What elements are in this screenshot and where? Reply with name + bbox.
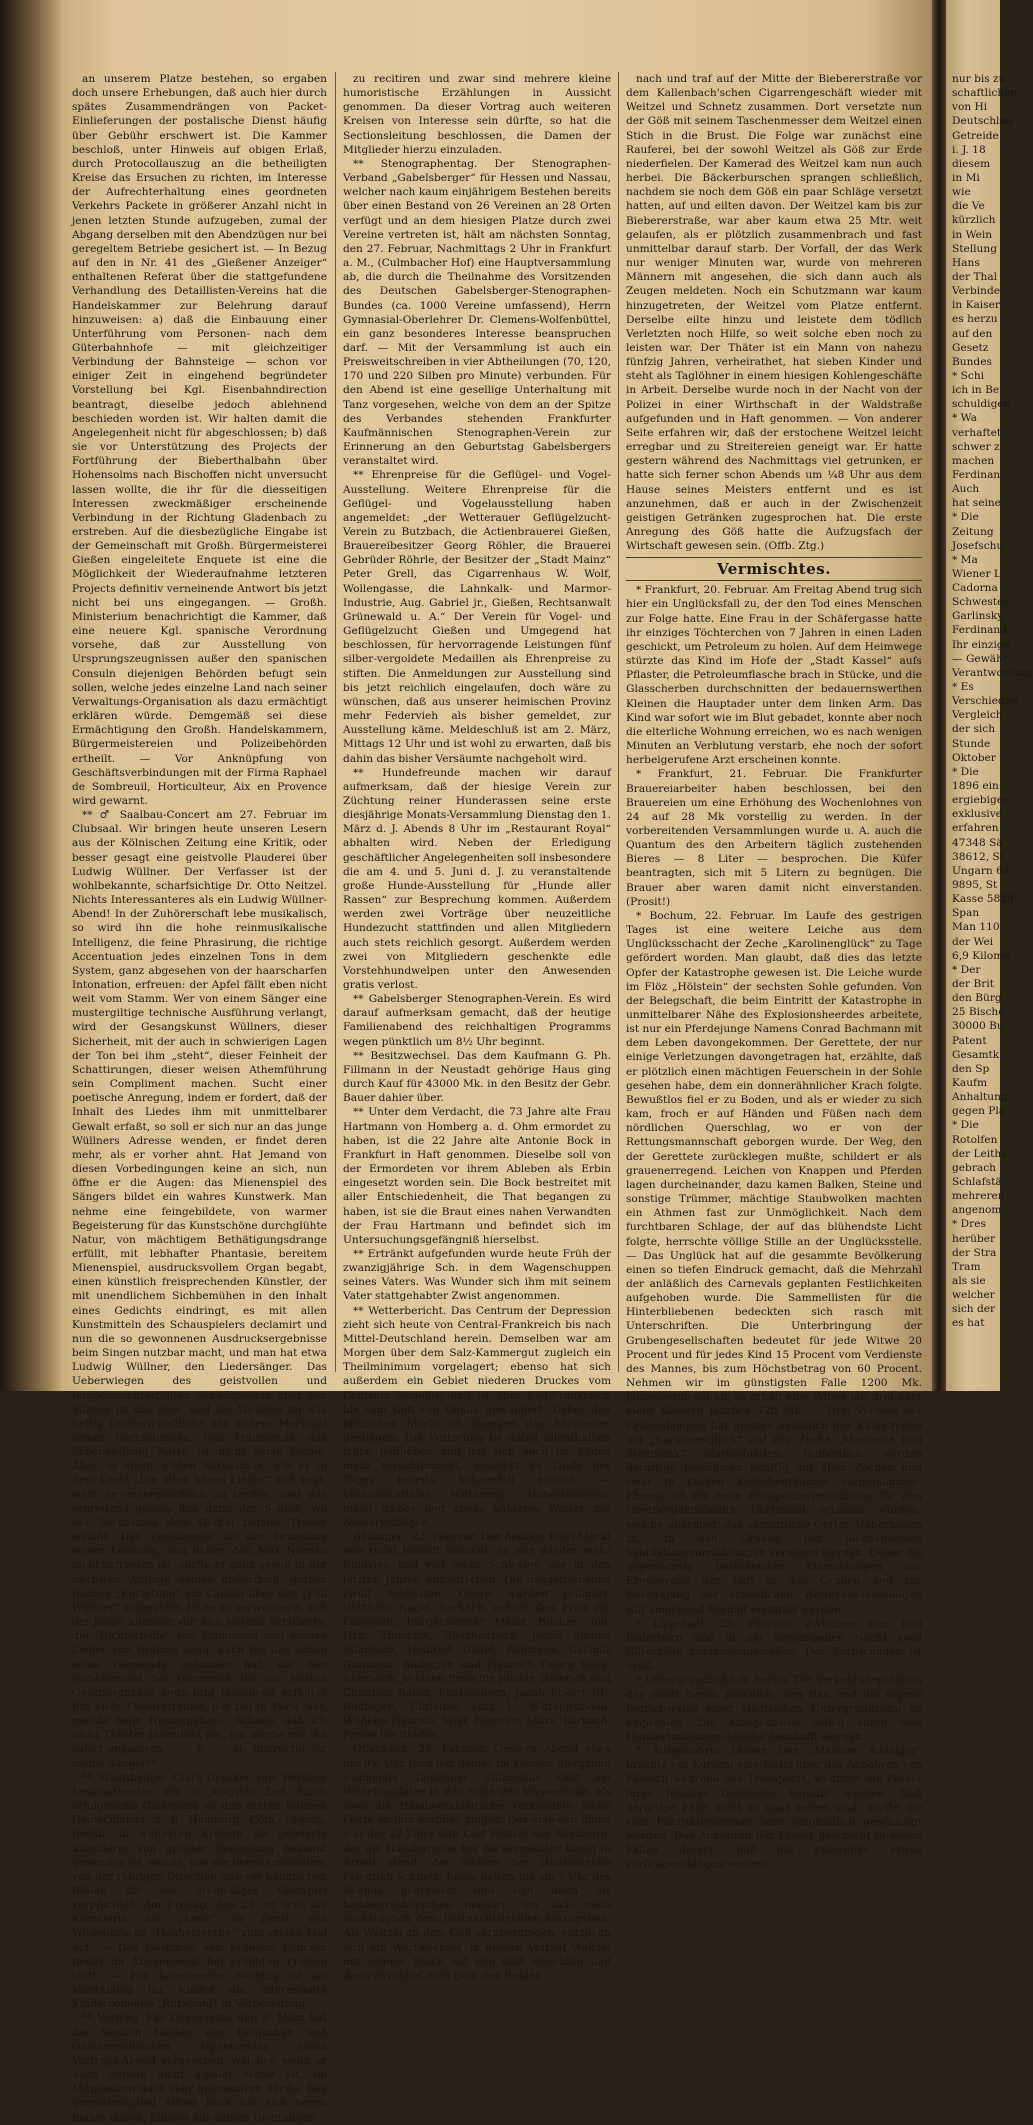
facing-page-line: Wiener L bbox=[952, 567, 1001, 580]
article-paragraph: zu recitiren und zwar sind mehrere kleine humoristische Erzählungen in Aussicht genommen. Da dieser Vortrag auch weiteren Kreisen von Interesse sein dürfte, so hat die Sectionsleitung beschlossen, die Damen der Mitglieder hierzu einzuladen. bbox=[343, 73, 611, 156]
facing-page-line: der Brit bbox=[952, 978, 994, 990]
article-hundefreunde: ** Hundefreunde machen wir darauf aufmerksam, daß der hiesige Verein zur Züchtung reiner Hunderassen seine erste diesjährige Monats-Versammlung Dienstag den 1. März d. J. Abends 8 Uhr im „Restaurant Royal“ abhalten wird. Neben der Erledigung geschäftlicher Angelegenheiten soll insbesondere die am 4. und 5. Juni d. J. zu veranstaltende große Hunde-Ausstellung für „Hunde aller Rassen“ zur Besprechung kommen. Außerdem werden zwei Vorträge über neuzeitliche Hundezucht stattfinden und allen Mitgliedern auch stets reichlich gesorgt. Außerdem werden zwei von Mitgliedern geschenkte edle Vorstehhundwelpen unter den Anwesenden gratis verlost. bbox=[343, 766, 611, 991]
facing-page-line: i. J. 18 bbox=[952, 143, 986, 156]
facing-page-line: Patent bbox=[952, 1034, 987, 1047]
facing-page-line: Auch bbox=[952, 483, 980, 496]
text-column-2 bbox=[343, 72, 611, 1982]
facing-page-line: * Schi bbox=[952, 369, 985, 382]
facing-page-line: — Gewähr bbox=[952, 652, 1008, 665]
facing-page-line: wie bbox=[952, 186, 971, 199]
facing-page-line: der Thal bbox=[952, 270, 998, 283]
article-ertraenkt: ** Ertränkt aufgefunden wurde heute Früh der zwanzigjährige Sch. in dem Wagenschuppen seines Vaters. Was Wunder sich ihm mit seinem Vater stattgehabter Zwist angenommen. bbox=[343, 1247, 611, 1303]
facing-page-line: Verbinde bbox=[952, 285, 1001, 298]
facing-page-line: * Es bbox=[952, 681, 974, 694]
facing-page-line: 47348 Sä bbox=[952, 836, 1003, 849]
facing-page-line: es herzu bbox=[952, 313, 998, 326]
facing-page-line: 25 Bischo bbox=[952, 1006, 1005, 1019]
facing-page-line: Cadorna bbox=[952, 582, 998, 595]
article-buedingen: Büdingen, 22. Februar. Der heutige Petri-Markt war recht lebhaft besucht, es war wieder mehr Rindvieh und viel mehr Schweine wie in den letzten Jahren aufgetrieben. Die ausgetriebenen zwölf schönsten Thiere wurden prämiirt. Gottfried Nagel, Lorbach, erhielt den Preis für Faselvieh, Bürgermeister Mäler, Büches, Joh. Hch. Emmrich, Bleichenbach, Jacob Sinner, Rohrbach, Heinrich Distel, Büdingen, Casimir Gutmann, Büdingen und Heinrich Georg Velte, Rohrbach, je einen Preis für Rinder. Heinrich und Christian Bauer, Bindsachsen, Jacob Eckert III., Büdingen, Christian Lotz I., Wittelgründau, Wilhelm Henrich, Wolf, Heinrich Stürz, Lorbach, Preise für Rinder. bbox=[343, 1531, 611, 1742]
left-binding-edge bbox=[0, 0, 62, 1391]
facing-page-line: schaftlichen bbox=[952, 87, 1018, 100]
facing-page-line: Gesetz bbox=[952, 341, 989, 354]
facing-page-line: Schlafstä bbox=[952, 1175, 1002, 1188]
article-saalbau-concert: ** ♂ Saalbau-Concert am 27. Februar im Clubsaal. Wir bringen heute unseren Lesern aus der Kölnischen Zeitung eine Kritik, oder besser gesagt eine geistvolle Plauderei über Ludwig Wüllner. Der Verfasser ist der wohlbekannte, scharfsichtige Dr. Otto Neitzel. Nichts Interessanteres als ein Ludwig Wüllner-Abend! In der Zuhörerschaft lebe musikalisch, so wird ihn die hohe reinmusikalische Intelligenz, die feine Phrasirung, die richtige Accentuation jedes einzelnen Tons in dem System, ganz abgesehen von der haarscharfen Intonation, erfreuen: der Apfel fällt eben nicht weit vom Stamm. Wer von einem Sänger eine mustergiltige technische Ausführung verlangt, wird der Gesangskunst Wüllners, dieser Sicherheit, mit der auch in schwierigen Lagen der Ton bei ihm „steht“, dieser Feinheit der Schattirungen, dieser weisen Athemführung sein Compliment machen. Sucht einer poetische Anregung, indem er fordert, daß der Inhalt des Liedes ihm mit unmittelbarer Gewalt erfaßt, so soll er sich nur an das junge Wüllners Adresse wenden, er findet deren mehr, als er vorher ahnt. Hat Jemand von diesen Vorbedingungen keine an sich, nun öffne er die Augen: das Mienenspiel des Sängers bildet ein wahres Kunstwerk. Man nehme eine feingebildete, von warmer Begeisterung für das Kunstschöne durchglühte Natur, von mächtigem Bethätigungsdrange erfüllt, mit lebhafter Phantasie, bereitem Mienenspiel, ausdrucksvollem Organ begabt, einen künstlich freisprechenden Künstler, der mit unendlichem Sichbemühen in den Inhalt eines Gedichts eindringt, es mit allen Kunstmitteln des Schauspielers declamirt und nun die so gewonnenen Ausdrucksergebnisse beim Singen nutzbar macht, und man hat etwa Ludwig Wüllner, den Liedersänger. Das Ueberwiegen des geistvollen und temperamenterfüllten Schauspielers über den Sänger ist das eine, und die Vorliebe für das heftig Leidenschaftliche das andere Merkmal seiner Darbietungen. Das Träumende, das liebenswürdig Naive ist nicht seine Sache. Aber so einen wilden Sarkasmus, wie er in dem Liede „Die alten bösen Lieder“ sich regt, weiß er unvergleichlich zu treffen, und wie ergreifend gelang ihm dann der Schluß, wo der Sarkasmus dem Gefühl tiefster Trauer weicht. Das Emotionelle ist der Grundzug seiner Leistung, und daher, daß Max Nordau nicht zufrieden ist, dürfte er ganz gewiß in der nächsten Auflage seines dialectisch spitzen Buches „Entartung“ ein Capitel über den „Fall Wüllner“ aufgestellt. Ist es zu verwundern, daß der junge Künstler, der sich seltene Schuberts, die „Dichterliebe“ von Schumann und andere Lieder von Brahms sang, auch bei uns schon seine Gemeinde gefunden hat, die den Isabellensaal des Gürzenich bis zur letzten Gesangsphrase andächtig lauschend erfüllte? Ein alter Theaterfreund, der bei in Paris war, meinte beim Hinausgehen: „Schade, daß ich nicht Theater-Intendant bin, ich würde mir ihn sofort engagiren . . . „P . . . als Instructor für meine Sänger!“ bbox=[72, 809, 327, 1770]
article-lippstadt: * Lippstadt, 23. Februar. Zwischen hier und Paderborn sind in der vergangenen Nacht zwei Güterzüge zusammengestoßen. Der Sachschaden ist groß. bbox=[626, 1617, 922, 1673]
facing-page-line: 9895, St bbox=[952, 879, 998, 892]
article-paragraph: an unserem Platze bestehen, so ergaben doch unsere Erhebungen, daß auch hier durch spätes Zusammendrängen von Packet-Einlieferungen der postalische Dienst häufig über Gebühr erschwert ist. Die Kammer beschloß, unter Hinweis auf obigen Erlaß, durch Protocollauszug an die betheiligten Kreise das Ersuchen zu richten, im Interesse der Aufrechterhaltung eines geordneten Verkehrs Packete in größerer Anzahl nicht in jenen letzten Stunde aufzugeben, zumal der Abgang derselben mit den Abendzügen nur bei geregeltem Betriebe gesichert ist. — In Bezug auf den in Nr. 41 des „Gießener Anzeiger“ enthaltenen Referat über die stattgefundene Verhandlung des Detaillisten-Vereins hat die Handelskammer zur Belehrung darauf hinzuweisen: a) daß die Einbauung einer Unterführung vom Personen- nach dem Güterbahnhofe — mit gleichzeitiger Verbindung der Bahnsteige — schon vor einiger Zeit in eingehend begründeter Vorstellung bei Kgl. Eisenbahndirection beantragt, dieselbe jedoch ablehnend beschieden worden ist. Wir halten damit die Angelegenheit nicht für abgeschlossen; b) daß sie vor Unterstützung des Projects der Fortführung der Bieberthalbahn über Hohensolms nach Bischoffen nicht unversucht lassen wollte, die ihr für die diesseitigen Interessen zweckmäßiger erscheinende Verbindung in der Richtung Gladenbach zu erstreben. Auf die diesbezügliche Eingabe ist der Gemeinschaft mit Großh. Bürgermeisterei Gießen eingeleitete Enquete ist eine die Möglichkeit der Wiederaufnahme letzteren Projects definitiv verneinende Antwort bis jetzt nicht bei uns eingegangen. — Großh. Ministerium benachrichtigt die Kammer, daß eine neuere Kgl. spanische Verordnung vorsehe, daß zur Ausstellung von Ursprungszeugnissen außer den spanischen Consuln diejenigen Behörden befugt sein sollen, welche jedes einzelne Land nach seiner Verwaltungs-Organisation als dazu ermächtigt erklären würde. Demgemäß sei diese Ermächtigung den Großh. Handelskammern, Bürgermeistereien und Polizeibehörden ertheilt. — Vor Anknüpfung von Geschäftsverbindungen mit der Firma Raphael de Sombreuil, Horticulteur, Aix en Provence wird gewarnt. bbox=[72, 73, 327, 807]
facing-page-line: Ihr einzige bbox=[952, 638, 1010, 651]
facing-page-line: Schwester bbox=[952, 596, 1009, 609]
facing-page-line: angenom bbox=[952, 1204, 1002, 1217]
facing-page-line: Bundes bbox=[952, 355, 992, 368]
facing-page-line: Vergleich bbox=[952, 709, 1003, 722]
facing-page-line: kürzlich bbox=[952, 214, 996, 227]
facing-page-line: den Bürg bbox=[952, 992, 1002, 1005]
column-rule bbox=[335, 72, 336, 1372]
facing-page-line: Gesamtk bbox=[952, 1048, 1000, 1061]
article-frankfurt-unfall: * Frankfurt, 20. Februar. Am Freitag Abend trug sich hier ein Unglücksfall zu, der den Tod eines Menschen zur Folge hatte. Eine Frau in der Schäfergasse hatte ihr einziges Töchterchen von 7 Jahren in einen Laden geschickt, um Petroleum zu holen. Auf dem Heimwege stürzte das Kind im Hofe der „Stadt Kassel“ aufs Pflaster, die Petroleumflasche brach in Stücke, und die Glasscherben durchschnitten der bedauernswerthen Kleinen die Hauptader unter dem linken Arm. Das Kind war sofort wie im Blut gebadet, konnte aber noch die elterliche Wohnung erreichen, wo es nach wenigen Minuten an Verblutung verstarb, ehe noch der sofort herbeigerufene Arzt erscheinen konnte. bbox=[626, 584, 922, 767]
facing-page-line: welcher bbox=[952, 1289, 995, 1302]
facing-page-line: * Ma bbox=[952, 553, 978, 566]
facing-page-line: Stellung bbox=[952, 242, 997, 255]
facing-page-line: in Mi bbox=[952, 171, 980, 184]
facing-page-line: gegen Pla bbox=[952, 1105, 1006, 1118]
facing-page-line: * Die bbox=[952, 765, 979, 778]
facing-page-line: auf den bbox=[952, 327, 993, 340]
facing-page-line: schuldigen bbox=[952, 398, 1011, 411]
article-gabelsberger: ** Gabelsberger Stenographen-Verein. Es wird darauf aufmerksam gemacht, daß der heutige Familienabend des reichhaltigen Programms wegen pünktlich um 8½ Uhr beginnt. bbox=[343, 993, 611, 1048]
facing-page-line: Deutschlan bbox=[952, 115, 1013, 128]
facing-page-line: die Ve bbox=[952, 200, 985, 213]
facing-page-line: sich der bbox=[952, 1303, 996, 1316]
facing-page-line: Kaufm bbox=[952, 1076, 988, 1089]
facing-page-line: 30000 Bu bbox=[952, 1020, 1004, 1033]
facing-page-line: Josefschu bbox=[952, 539, 1004, 552]
facing-page-text-fragments bbox=[952, 72, 1033, 1372]
facing-page-line: 1896 ein bbox=[952, 780, 999, 793]
article-besitzwechsel: ** Besitzwechsel. Das dem Kaufmann G. Ph. Fillmann in der Neustadt gehörige Haus ging durch Kauf für 43000 Mk. in den Besitz der Gebr. Bauer dahier über. bbox=[343, 1049, 611, 1105]
facing-page-line: verhaftet bbox=[952, 426, 1002, 439]
facing-page-line: schwer z bbox=[952, 440, 1000, 453]
article-faesser: * Ausgebohrte Fässer. Der „Mainzer Anzeiger“ brachte vor Kurzem eine Notiz über das Anbohren von Fässern während des Transports, wodurch die Fässer ihres Inhaltes theilweise beraubt werden. Daß derartige Fälle nicht so ganz selten sind, dürfte die vom Fuhrunternehmer sehr empfindlich geschädigt werden. Das Anbohren der Fässer geschieht in vielen Fällen derart, daß die Fahrreifen etwas zurückgeschlagen werden, bbox=[626, 1745, 922, 1871]
article-verdacht: ** Unter dem Verdacht, die 73 Jahre alte Frau Hartmann von Homberg a. d. Ohm ermordet zu haben, ist die 22 Jahre alte Antonie Bock in Frankfurt in Haft genommen. Dieselbe soll von der Ermordeten vor ihrem Ableben als Erbin eingesetzt worden sein. Die Bock bestreitet mit aller Entschiedenheit, die That begangen zu haben, ist sie die Braut eines nahen Verwandten der Frau Hartmann und befindet sich im Untersuchungsgefängniß hierselbst. bbox=[343, 1106, 611, 1246]
text-column-1 bbox=[72, 72, 327, 2124]
facing-page-line: Ferdinand bbox=[952, 624, 1008, 637]
facing-page-line: * Die bbox=[952, 1119, 979, 1132]
article-untergrundbahn: * Untergrundbahn in Berlin. Die Verkehrsdeputation der Stadt Berlin beschloß, den Bau und die eigene Betriebsreise einer städtischen Untergrundbahn zu empfehlen. Die Anlagekosten sollen durch eine Hundertmillionen-Anleihe beschafft werden. bbox=[626, 1674, 922, 1743]
facing-page-line: Zeitung bbox=[952, 525, 994, 538]
facing-page-line: Ferdinan bbox=[952, 468, 1001, 481]
facing-page-line: Getreide bbox=[952, 129, 999, 142]
facing-page-line: Kasse 5829 bbox=[952, 893, 1014, 906]
column-rule bbox=[618, 72, 619, 1372]
facing-page-line: * Die bbox=[952, 511, 979, 524]
facing-page-line: exklusive bbox=[952, 808, 1002, 821]
facing-page-line: es hat bbox=[952, 1317, 985, 1330]
article-stenographentag: ** Stenographentag. Der Stenographen-Verband „Gabelsberger“ für Hessen und Nassau, welcher nach kaum einjährigem Bestehen bereits über einen Bestand von 26 Vereinen an 28 Orten verfügt und an dem hiesigen Platze durch zwei Vereine vertreten ist, hält am nächsten Sonntag, den 27. Februar, Nachmittags 2 Uhr in Frankfurt a. M., (Culmbacher Hof) eine Hauptversammlung ab, die durch die Theilnahme des Vorsitzenden des Deutschen Gabelsberger-Stenographen-Bundes (ca. 1000 Vereine umfassend), Herrn Gymnasial-Oberlehrer Dr. Clemens-Wolfenbüttel, ein ganz besonderes Interesse beanspruchen darf. — Mit der Versammlung ist auch ein Preisweitschreiben in vier Abtheilungen (70, 120, 170 und 220 Silben pro Minute) verbunden. Für den Abend ist eine gesellige Unterhaltung mit Tanz vorgesehen, welche von dem an der Spitze des Verbandes stehenden Frankfurter Kaufmännischen Stenographen-Verein zur Erinnerung an den Geburtstag Gabelsbergers veranstaltet wird. bbox=[343, 157, 611, 468]
text-column-3 bbox=[626, 72, 922, 1871]
facing-page-line: Span bbox=[952, 907, 980, 920]
facing-page-line: der sich bbox=[952, 723, 996, 736]
facing-page-line: der Leitha bbox=[952, 1147, 1008, 1160]
book-gutter bbox=[932, 0, 946, 1391]
facing-page-line: Man 110, bbox=[952, 921, 1003, 934]
facing-page-line: Stunde bbox=[952, 737, 991, 750]
facing-page-line: Oktober bbox=[952, 751, 996, 764]
facing-page-line: Anhaltung bbox=[952, 1091, 1008, 1104]
facing-page-line: in Kaiser bbox=[952, 299, 1000, 312]
article-stadttheater: ** Stadttheater. Clara Drucker vom Berliner Lessingtheater, die in jüngster Zeit durch erfolgreiche Gastspiele an den ersten Bühnen Deutschlands, z. B. Hamburg, Cöln, Leipzig, Berlin, in weitesten Kreisen als gefeierte Künstlerin von größter Bedeutung bekannt geworden ist, wurde, wie wir bereits meldeten, von der rührigen Direction unserer heimischen Bühne für ein dreimaliges Gastspiel verpflichtet. Am Freitag, den 25. cr. tritt die Künstlerin als „Lene“ in Ernst von Wildenbruchs „Haubenlerche“ zum ersten Mal auf. — Das Gastspiel von Fräulein Drucker findet im Abonnement bei erhöhten Preisen statt. — Für kommenden Sonntag ist als Vorstellung für Kinder die interessante Kindercomödie „Rübezahl“ in Vorbereitung. bbox=[72, 1771, 327, 2011]
facing-page-line: herüber bbox=[952, 1232, 996, 1245]
facing-page-line: als sie bbox=[952, 1274, 986, 1287]
article-paragraph: nach und traf auf der Mitte der Biebererstraße vor dem Kallenbach'schen Cigarrengeschäft wieder mit Weitzel und Schnetz zusammen. Dort versetzte nun der Göß mit seinem Taschenmesser dem Weitzel einen Stich in die Brust. Die Folge war zunächst eine Rauferei, bei der sowohl Weitzel als Göß zur Erde niederfielen. Der Kamerad des Weitzel kam nun auch herbei. Die Bäckerburschen sprangen schließlich, nachdem sie noch dem Göß ein paar Schläge versetzt hatten, auf und eilten davon. Der Weitzel kam bis zur Biebererstraße, war aber kaum etwa 25 Mtr. weit gelaufen, als er plötzlich zusammenbrach und fast unmittelbar darauf starb. Der Vorfall, der das Werk nur weniger Minuten war, wurde von mehreren Männern mit angesehen, die sich dann auch als Zeugen meldeten. Noch ein Schutzmann war kaum hinzugetreten, der Weitzel vom Platze entfernt. Derselbe eilte hinzu und leistete dem tödlich Verletzten noch Hilfe, so weit solche eben noch zu leisten war. Der Thäter ist ein Mann von nahezu fünfzig Jahren, verheirathet, hat sieben Kinder und steht als Taglöhner in einem hiesigen Kohlengeschäfte in Arbeit. Derselbe wurde noch in der Nacht von der Polizei in einer Wirthschaft in der Waldstraße aufgefunden und in Haft genommen. — Von anderer Seite erfahren wir, daß der erstochene Weitzel leicht erregbar und zu Streitereien geneigt war. Er hatte gestern während des Nachmittags viel getrunken, er hatte sich ferner schon Abends um ¼8 Uhr aus dem Hause seines Meisters entfernt und es ist anzunehmen, daß er auch in der Zwischenzeit geistigen Getränken zugesprochen hat. Die erste Anregung des Göß hatte die Aufzugsfach der Wirtschaft gewesen sein. (Offb. Ztg.) bbox=[626, 73, 922, 553]
facing-page-line: 6,9 Kilome bbox=[952, 949, 1010, 962]
facing-page-line: in Wein bbox=[952, 228, 993, 241]
facing-page-line: erfahren bbox=[952, 822, 999, 835]
facing-page-line: * Dres bbox=[952, 1218, 986, 1231]
facing-page-line: ergiebigen bbox=[952, 794, 1010, 807]
facing-page-line: der Stra bbox=[952, 1246, 997, 1259]
article-vortrag: ** Vortrag. Für Donnerstag den 3. März hat die Section Gießen des Deutschen und Oesterreichischen Alpenvereins einen Vortrags-Abend vorgesehen, welcher, wenn er auch gerade nicht alpiner Natur ist, im Mitgliedern doch sehr interessiren dürfte. Das Vereinsmitglied Alfred Bock hat sich bereit finden lassen, Einiges aus seinen Dichtungen bbox=[72, 2012, 327, 2124]
section-title-vermischtes: Vermischtes. bbox=[626, 557, 922, 581]
facing-page-line: * Der bbox=[952, 963, 981, 976]
facing-page-line: den Sp bbox=[952, 1062, 990, 1075]
article-frankfurt-brauer: * Frankfurt, 21. Februar. Die Frankfurter Brauereiarbeiter haben beschlossen, bei den Brauereien um eine Erhöhung des Wochenlohnes von 24 auf 28 Mk vorstellig zu werden. In der vorbereitenden Versammlungen wurde u. A. auch die Quantum des den Arbeitern täglich zustehenden Bieres — 8 Liter — besprochen. Die Küfer beantragten, sich mit 5 Litern zu begnügen. Die Brauer aber waren damit nicht einverstanden. (Prosit!) bbox=[626, 768, 922, 908]
facing-page-line: Garlinsky bbox=[952, 610, 1004, 623]
facing-page-line: Verschiedne bbox=[952, 695, 1018, 708]
facing-page-line: machen bbox=[952, 454, 995, 467]
article-wetterbericht: ** Wetterbericht. Das Centrum der Depression zieht sich heute von Central-Frankreich bis nach Mittel-Deutschland herein. Demselben war am Morgen über dem Salz-Kammergut zugleich ein Theilminimum vorgelagert; ebenso hat sich außerdem ein Gebiet niederen Druckes vom Centrum losgelöst und ist über Süd-Frankreich bis zum Golf von Genua gewandert. Ueber den britischen Inseln ist dagegen das Barometer gestiegen. Die Witterung ist dabei allenthalben trübe geblieben und hat sich auch im Süden mehr verschlimmert, woselbst im Laufe des Tages bereits Schneefall eintrat. — Voraussichtliche Witterung: Unbeständiges, meist trübes und etwas kühleres Wetter mit Niederschlägen. bbox=[343, 1304, 611, 1529]
facing-page-line: diesem bbox=[952, 157, 991, 170]
facing-page-line: Hans bbox=[952, 256, 980, 269]
facing-page-line: Tram bbox=[952, 1260, 981, 1273]
newspaper-page bbox=[62, 0, 932, 2124]
article-ehrenpreise: ** Ehrenpreise für die Geflügel- und Vogel-Ausstellung. Weitere Ehrenpreise für die Geflügel- und Vogelausstellung haben angemeldet: „der Wetterauer Geflügelzucht-Verein zu Butzbach, die Actienbrauerei Gießen, Brauereibesitzer Georg Röhler, die Brauerei Gebrüder Röhrle, der Besitzer der „Stadt Mainz“ Peter Grell, das Cigarrenhaus W. Wolf, Wollengasse, die Lahnkalk- und Marmor-Industrie, Aug. Gabriel jr., Gießen, Rechtsanwalt Grünewald u. A.“ Der Verein für Vogel- und Geflügelzucht Gießen und Umgegend hat beschlossen, für hervorragende Leistungen fünf silber-vergoldete Medaillen als Ehrenpreise zu stiften. Die Anmeldungen zur Ausstellung sind bis jetzt reichlich eingelaufen, doch wäre zu wünschen, daß aus unserer heimischen Provinz mehr Federvieh als bisher gemeldet, zur Ausstellung käme. Meldeschluß ist am 2. März, Mittags 12 Uhr und ist wohl zu erwarten, daß bis dahin das bisher Versäumte nachgeholt wird. bbox=[343, 469, 611, 765]
facing-page-line: hat seine bbox=[952, 497, 1001, 510]
facing-page-line: gebrach bbox=[952, 1161, 996, 1174]
article-offenbach: Offenbach, 23. Februar. Gestern Abend etwa um 9½ Uhr fand der dahier im kleinen Biergrund wohnende Taglöhner Ambrosius Göß am Wilhelmsplatze in der Nähe der Wasserbude, als zwei als Handwerksbursche verkleidete junge Leute an ihm vorüber gingen. Der eine von ihnen war der 22 Jahre alte Karl Weitzel aus Altenburg, der als Hausbursche bei Bäckermeister König in Arbeit stand, der andere der Hausbursche Friedrich Schnetz. Beide hatten bis um 7 Uhr des Abends gearbeitet und sich dann als handwerksburschen maskirt, um sich noch nachträglich dem Fastnachtstreiben hinzugeben. Als Weitzel an dem Göß vorübergingen, entspann sich ein Wortwechsel, in dessen Verlauf Weitzel mit seinem Stock auf den Göß einschlug und dann davonlief. Göß ging den Beiden bbox=[343, 1743, 611, 1982]
facing-page-line: der Wei bbox=[952, 935, 994, 948]
facing-page-line: Rotolfen bbox=[952, 1133, 998, 1146]
facing-page-line: * Wa bbox=[952, 412, 977, 425]
facing-page-line: Ungarn 62 bbox=[952, 864, 1010, 877]
facing-page-line: Verantwortung bbox=[952, 666, 1033, 679]
article-bochum: * Bochum, 22. Februar. Im Laufe des gestrigen Tages ist eine weitere Leiche aus dem Unglücksschacht der Zeche „Karolinenglück“ zu Tage gefördert worden. Man glaubt, daß dies das letzte Opfer der Katastrophe gewesen ist. Die Leiche wurde im Flöz „Hölstein“ der sechsten Sohle gefunden. Von der Belegschaft, die beim Eintritt der Katastrophe in unmittelbarer Nähe des Explosionsheerdes arbeitete, ist nur ein Pferdejunge Namens Conrad Bachmann mit dem Leben davongekommen. Der Gerettete, der nur einige Verletzungen davongetragen hat, erzählte, daß er plötzlich einen mächtigen Feuerschein in der Sohle gesehen habe, dem ein donnerähnlicher Krach folgte. Bewußtlos fiel er zu Boden, und als er wieder zu sich kam, froch er auf Händen und Füßen nach dem nördlichen Querschlag, wo er von der Rettungsmannschaft geborgen wurde. Der Weg, den der Gerettete zurücklegen mußte, schildert er als grauenerregend. Leichen von Knappen und Pferden lagen durcheinander, dazu kamen Balken, Steine und sonstige Trümmer, mächtige Staubwolken machten ein Athmen fast zur Unmöglichkeit. Nach dem furchtbaren Schlage, der auf das blühendste Licht folgte, herrschte völlige Stille an der Unglücksstelle. — Das Unglück hat auf die gesammte Bevölkerung einen so tiefen Eindruck gemacht, daß die Mehrzahl der anläßlich des Carnevals geplanten Festlichkeiten aufgehoben wurde. Die Sammellisten für die Hinterbliebenen bedeckten sich rasch mit Unterschriften. Die Unterbringung der Grubengesellschaften bedeutet für jede Witwe 20 Procent und für jedes Kind 15 Procent vom Verdienste des Mannes, bis zum Höchstbetrag von 60 Procent. Nehmen wir im günstigsten Falle 1200 Mk. Jahresverdienst an, so erhält eine Witwe mit drei oder mehr Kindern jährlich 720 Mk. — Drei Vereine der Grubenlampen hat gestern anläßlich der Katastrophe auf „Karolinenglück“ auf der Zeche „Marianne und Steinbank“ stattgefunden. Hoffentlich werden derartige Revisionen künftig auf allen Zechen und zwar in kurzen Zwischenräumen vorgenommen. Ebenso ist die neue Bergpolizeiverordnung für den Oberbergamtsbezirk Dortmund erlassen worden, welche anordnet, daß sämmtliche Oerter, Ueberhauen zc. in den Gruben mit mechanischen Ventilationsvorrichtungen versehen werden. Ueber die gegenwärtig bestehenden Einrichtungen zur Erneuerung der Luft in den Gruben und zur Beseitigung der schädlichen Wetteransammlungen soll umgehend Bericht erstattet werden. bbox=[626, 909, 922, 1616]
facing-page-line: mehreren bbox=[952, 1190, 1005, 1203]
facing-page-line: 38612, Si bbox=[952, 850, 1004, 863]
facing-page-line: nur bis zu bbox=[952, 73, 1006, 85]
facing-page-line: ich in Be bbox=[952, 384, 1000, 397]
facing-page-line: von Hi bbox=[952, 101, 988, 114]
facing-page-edge bbox=[946, 0, 1033, 1391]
